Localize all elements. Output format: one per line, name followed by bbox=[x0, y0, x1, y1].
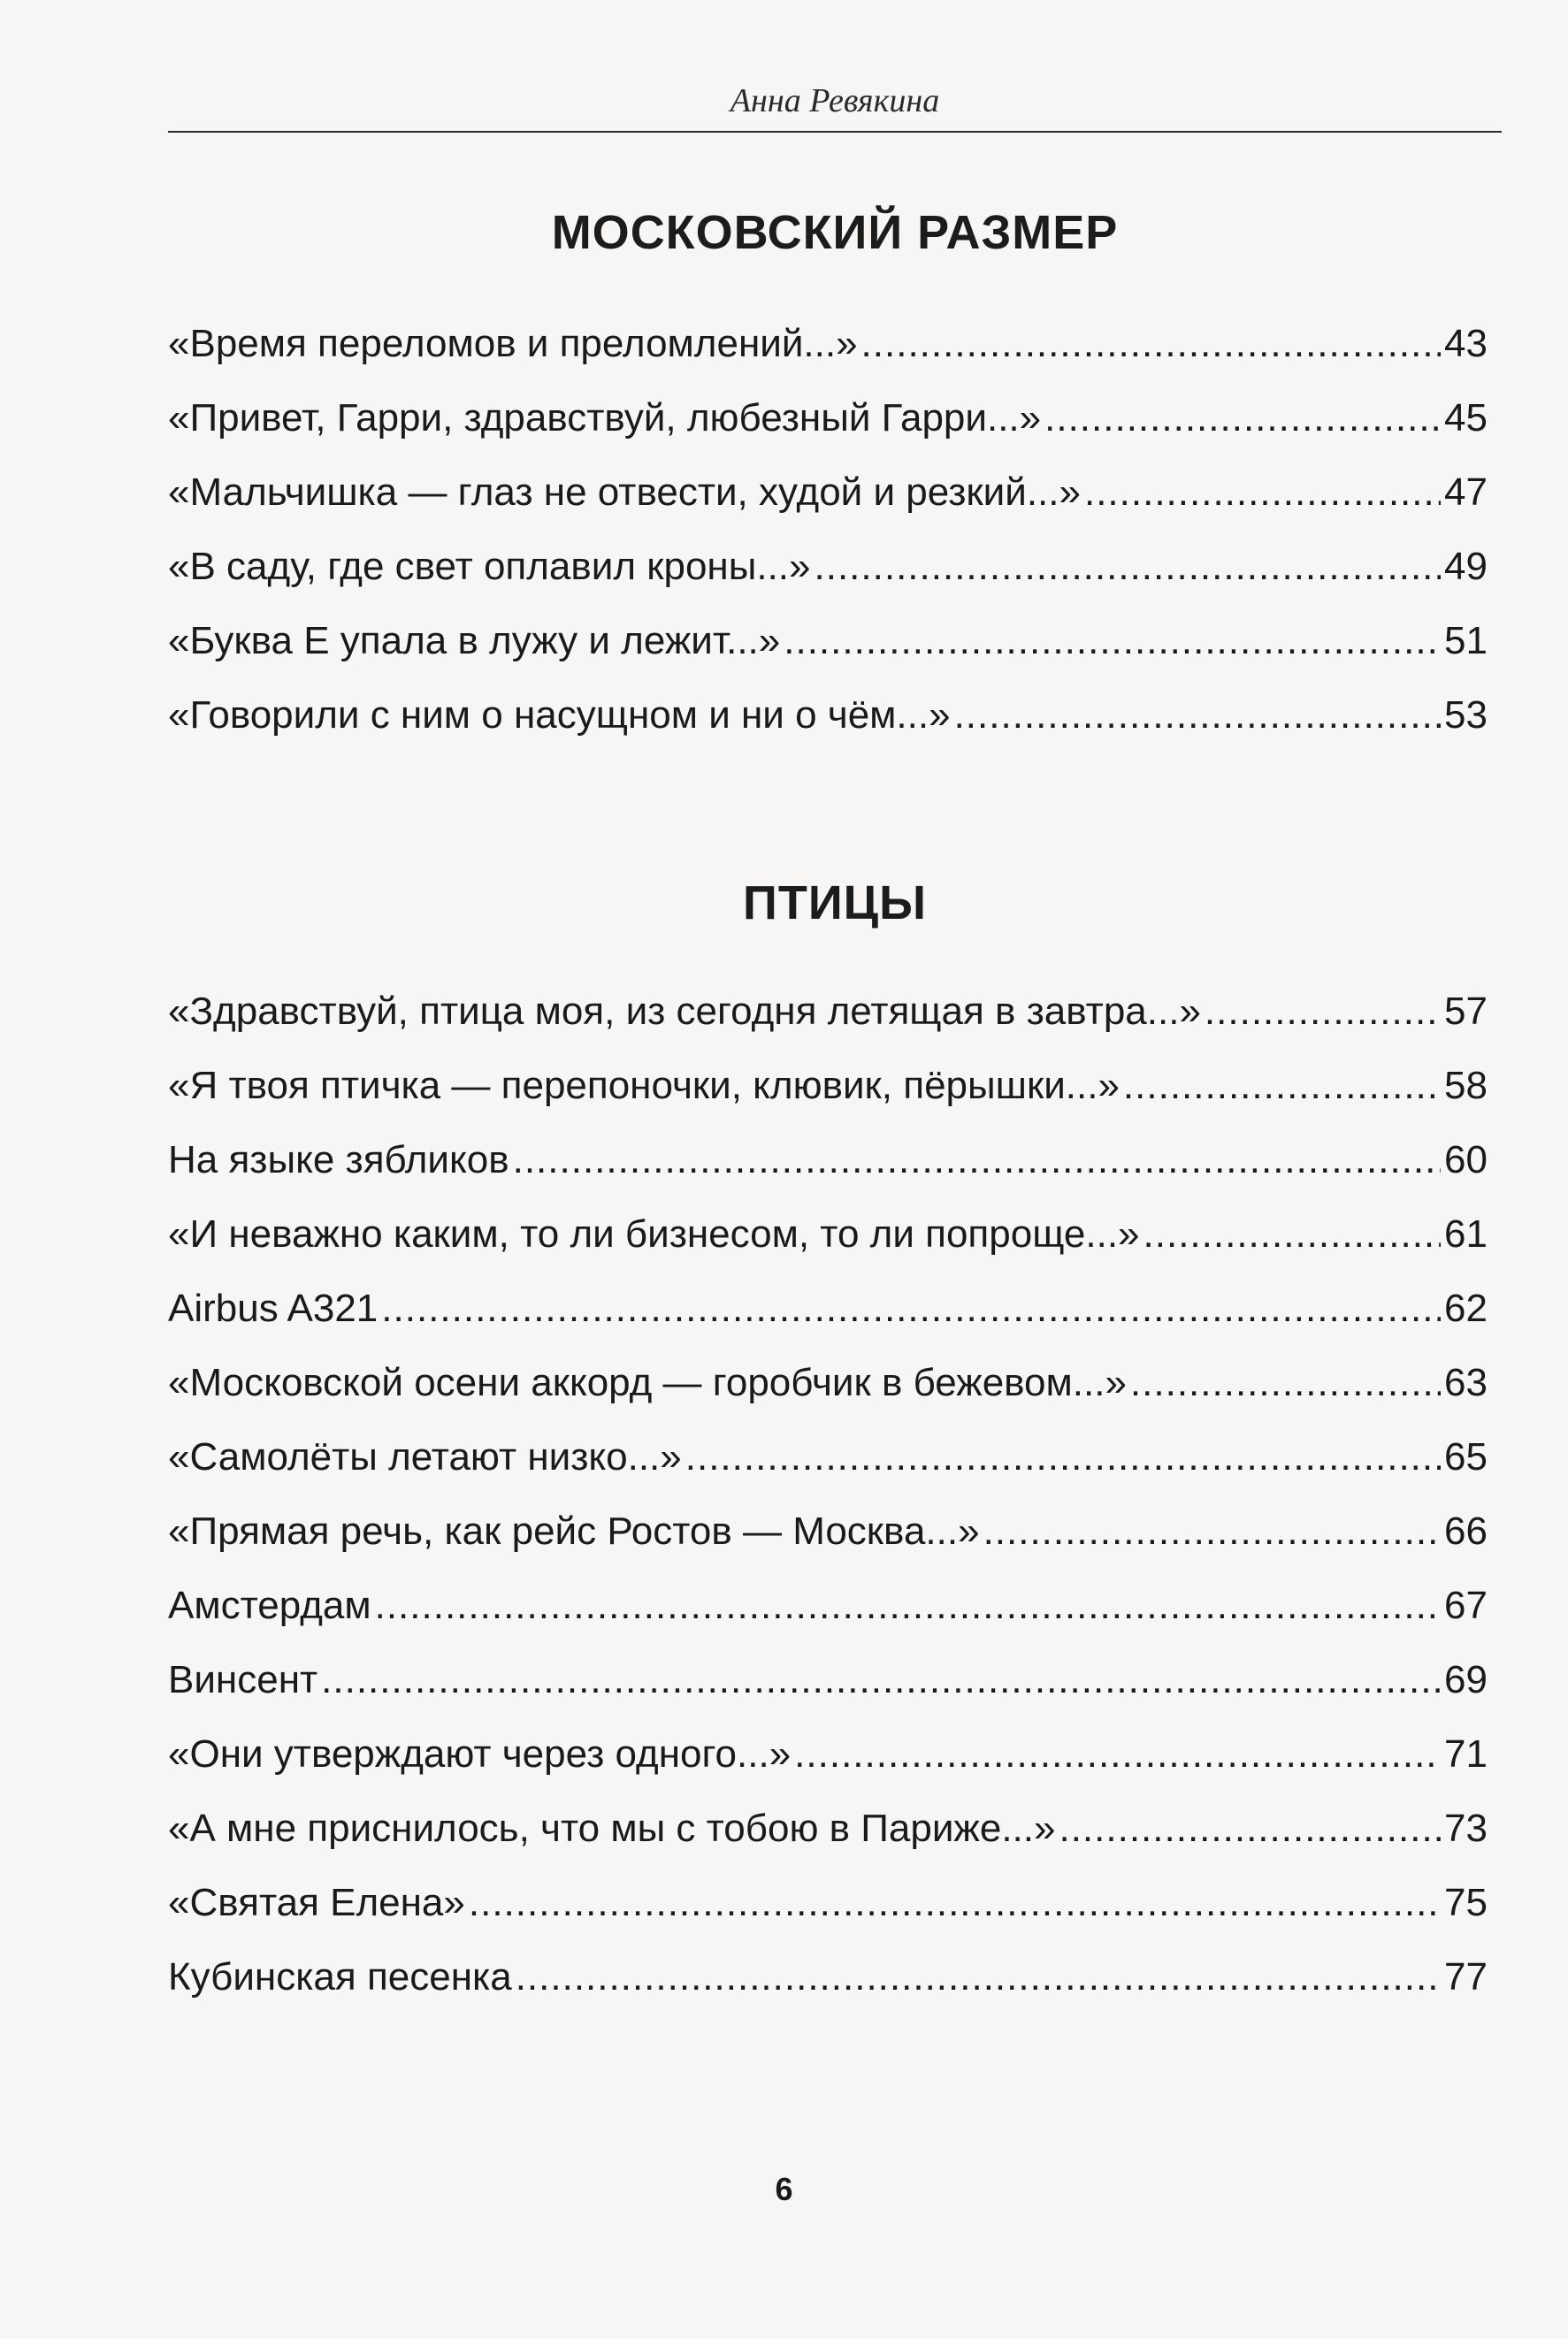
toc-entry[interactable] bbox=[168, 975, 1488, 1049]
toc-entry-page: 62 bbox=[1444, 1287, 1488, 1330]
toc-entry-page: 43 bbox=[1444, 322, 1488, 365]
section-title: ПТИЦЫ bbox=[743, 876, 927, 929]
toc-entry-title: «Буква Е упала в лужу и лежит...» bbox=[168, 619, 781, 662]
toc-entry-title: «В саду, где свет оплавил кроны...» bbox=[168, 545, 811, 588]
toc-entry-title: Airbus A321 bbox=[168, 1287, 379, 1330]
toc-entry[interactable] bbox=[168, 1792, 1488, 1866]
header-rule bbox=[168, 131, 1502, 133]
dot-leader bbox=[1130, 1346, 1441, 1420]
toc-entry-title: Амстердам bbox=[168, 1584, 371, 1627]
dot-leader bbox=[375, 1569, 1441, 1643]
toc-entry[interactable] bbox=[168, 1049, 1488, 1123]
page-number: 6 bbox=[775, 2171, 793, 2207]
toc-entry[interactable] bbox=[168, 1123, 1488, 1197]
toc-entry-page: 77 bbox=[1444, 1955, 1488, 1999]
dot-leader bbox=[794, 1717, 1441, 1792]
toc-entry[interactable] bbox=[168, 1717, 1488, 1792]
toc-section-birds bbox=[168, 975, 1488, 2014]
toc-entry-page: 65 bbox=[1444, 1435, 1488, 1479]
toc-entry[interactable] bbox=[168, 307, 1488, 381]
toc-entry-page: 57 bbox=[1444, 990, 1488, 1033]
toc-entry-title: «Привет, Гарри, здравствуй, любезный Гарри...» bbox=[168, 396, 1042, 440]
dot-leader bbox=[516, 1940, 1441, 2014]
toc-entry-page: 66 bbox=[1444, 1510, 1488, 1553]
dot-leader bbox=[513, 1123, 1441, 1197]
toc-entry[interactable] bbox=[168, 455, 1488, 530]
toc-entry-title: «Говорили с ним о насущном и ни о чём...» bbox=[168, 693, 951, 737]
dot-leader bbox=[861, 307, 1442, 381]
toc-entry-page: 49 bbox=[1444, 545, 1488, 588]
toc-entry-title: «Самолёты летают низко...» bbox=[168, 1435, 682, 1479]
toc-entry-page: 71 bbox=[1444, 1732, 1488, 1776]
dot-leader bbox=[1143, 1197, 1442, 1272]
dot-leader bbox=[983, 1494, 1441, 1569]
toc-entry-title: «Святая Елена» bbox=[168, 1881, 465, 1924]
toc-section-moscow bbox=[168, 307, 1488, 753]
toc-entry-page: 63 bbox=[1444, 1361, 1488, 1404]
running-head: Анна Ревякина bbox=[730, 82, 940, 119]
dot-leader bbox=[321, 1643, 1441, 1717]
toc-entry-title: «И неважно каким, то ли бизнесом, то ли попроще...» bbox=[168, 1212, 1140, 1256]
toc-entry[interactable] bbox=[168, 381, 1488, 455]
toc-entry-page: 53 bbox=[1444, 693, 1488, 737]
toc-entry-page: 75 bbox=[1444, 1881, 1488, 1924]
toc-entry-title: Кубинская песенка bbox=[168, 1955, 512, 1999]
toc-entry-page: 73 bbox=[1444, 1807, 1488, 1850]
toc-entry-title: На языке зябликов bbox=[168, 1138, 509, 1181]
toc-entry-page: 60 bbox=[1444, 1138, 1488, 1181]
toc-entry-page: 45 bbox=[1444, 396, 1488, 440]
toc-entry[interactable] bbox=[168, 530, 1488, 604]
dot-leader bbox=[784, 604, 1441, 678]
toc-entry[interactable] bbox=[168, 1272, 1488, 1346]
toc-entry-page: 51 bbox=[1444, 619, 1488, 662]
toc-entry-page: 69 bbox=[1444, 1658, 1488, 1701]
toc-entry[interactable] bbox=[168, 1494, 1488, 1569]
toc-entry-page: 47 bbox=[1444, 470, 1488, 514]
dot-leader bbox=[1205, 975, 1441, 1049]
toc-entry-title: «Прямая речь, как рейс Ростов — Москва...» bbox=[168, 1510, 980, 1553]
toc-entry-title: «А мне приснилось, что мы с тобою в Париже...» bbox=[168, 1807, 1056, 1850]
toc-entry[interactable] bbox=[168, 1940, 1488, 2014]
dot-leader bbox=[954, 678, 1441, 753]
toc-entry-title: «Здравствуй, птица моя, из сегодня летящая в завтра...» bbox=[168, 990, 1201, 1033]
dot-leader bbox=[381, 1272, 1441, 1346]
toc-entry[interactable] bbox=[168, 1346, 1488, 1420]
toc-entry-page: 67 bbox=[1444, 1584, 1488, 1627]
toc-entry-title: «Время переломов и преломлений...» bbox=[168, 322, 858, 365]
toc-entry-page: 58 bbox=[1444, 1064, 1488, 1107]
toc-entry[interactable] bbox=[168, 1569, 1488, 1643]
toc-entry-title: «Московской осени аккорд — горобчик в бежевом...» bbox=[168, 1361, 1127, 1404]
dot-leader bbox=[469, 1866, 1441, 1940]
toc-entry-title: Винсент bbox=[168, 1658, 318, 1701]
toc-entry-title: «Мальчишка — глаз не отвести, худой и резкий...» bbox=[168, 470, 1081, 514]
toc-entry[interactable] bbox=[168, 604, 1488, 678]
toc-entry[interactable] bbox=[168, 1866, 1488, 1940]
toc-entry[interactable] bbox=[168, 1197, 1488, 1272]
toc-entry[interactable] bbox=[168, 1420, 1488, 1494]
section-title: МОСКОВСКИЙ РАЗМЕР bbox=[551, 206, 1119, 259]
dot-leader bbox=[1123, 1049, 1441, 1123]
dot-leader bbox=[1059, 1792, 1441, 1866]
dot-leader bbox=[815, 530, 1442, 604]
toc-entry-title: «Они утверждают через одного...» bbox=[168, 1732, 792, 1776]
dot-leader bbox=[685, 1420, 1441, 1494]
dot-leader bbox=[1044, 381, 1441, 455]
toc-entry[interactable] bbox=[168, 1643, 1488, 1717]
toc-entry-title: «Я твоя птичка — перепоночки, клювик, пёрышки...» bbox=[168, 1064, 1120, 1107]
toc-entry-page: 61 bbox=[1444, 1212, 1488, 1256]
dot-leader bbox=[1084, 455, 1441, 530]
toc-entry[interactable] bbox=[168, 678, 1488, 753]
